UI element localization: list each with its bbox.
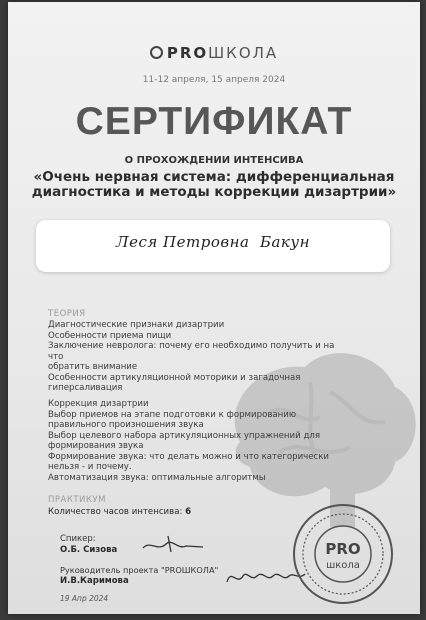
- theory-heading: ТЕОРИЯ: [48, 309, 86, 319]
- practicum-heading: ПРАКТИКУМ: [48, 495, 106, 505]
- list-item: Выбор приемов на этапе подготовки к формированию правильного произношения звука: [48, 409, 297, 430]
- stamp-school-text: школа: [326, 560, 360, 571]
- correction-list: [48, 399, 348, 483]
- hours-label: Количество часов интенсива:: [48, 507, 183, 517]
- hours-value: 6: [185, 507, 192, 517]
- subtitle-line1: О ПРОХОЖДЕНИИ ИНТЕНСИВА: [124, 155, 304, 166]
- speaker-name: О.Б. Сизова: [60, 545, 118, 555]
- location-pin-icon: [150, 46, 163, 59]
- list-item: Особенности артикуляционной моторики и загадочная гиперсаливация: [48, 372, 301, 393]
- recipient-name: Леся Петровна Бакун: [116, 233, 310, 251]
- certificate-page: [8, 2, 420, 614]
- list-item: Автоматизация звука: оптимальные алгоритмы: [48, 472, 266, 483]
- course-dates: 11-12 апреля, 15 апреля 2024: [142, 75, 286, 85]
- list-item: Формирование звука: что делать можно и что категорически нельзя - и почему.: [48, 451, 330, 472]
- list-item: Выбор целевого набора артикуляционных упражнений для формирования звука: [48, 430, 321, 451]
- stamp-seal-icon: [291, 502, 396, 607]
- list-item: Заключение невролога: почему его необходимо получить и на что обратить внимание: [48, 341, 335, 372]
- hours-line: [48, 507, 191, 517]
- logo-pro-text: PRO: [166, 44, 209, 62]
- certificate-title: СЕРТИФИКАТ: [75, 100, 353, 143]
- stamp-pro-text: PRO: [325, 540, 361, 558]
- theory-list: [48, 320, 348, 394]
- recipient-box: [36, 220, 390, 272]
- speaker-signature: [138, 532, 208, 556]
- course-name: «Очень нервная система: дифференциальная диагностика и методы коррекции дизартрии»: [31, 169, 397, 200]
- project-head-label: Руководитель проекта "PROШКОЛА": [60, 565, 219, 575]
- list-item: Коррекция дизартрии: [48, 399, 149, 409]
- list-item: Диагностические признаки дизартрии: [48, 320, 225, 330]
- project-head-name: И.В.Каримова: [60, 576, 129, 586]
- logo-school-text: ШКОЛА: [208, 44, 279, 62]
- speaker-label: Спикер:: [60, 534, 96, 544]
- issue-date: 19 Апр 2024: [60, 594, 109, 603]
- list-item: Особенности приема пищи: [48, 330, 172, 341]
- logo: [8, 44, 420, 62]
